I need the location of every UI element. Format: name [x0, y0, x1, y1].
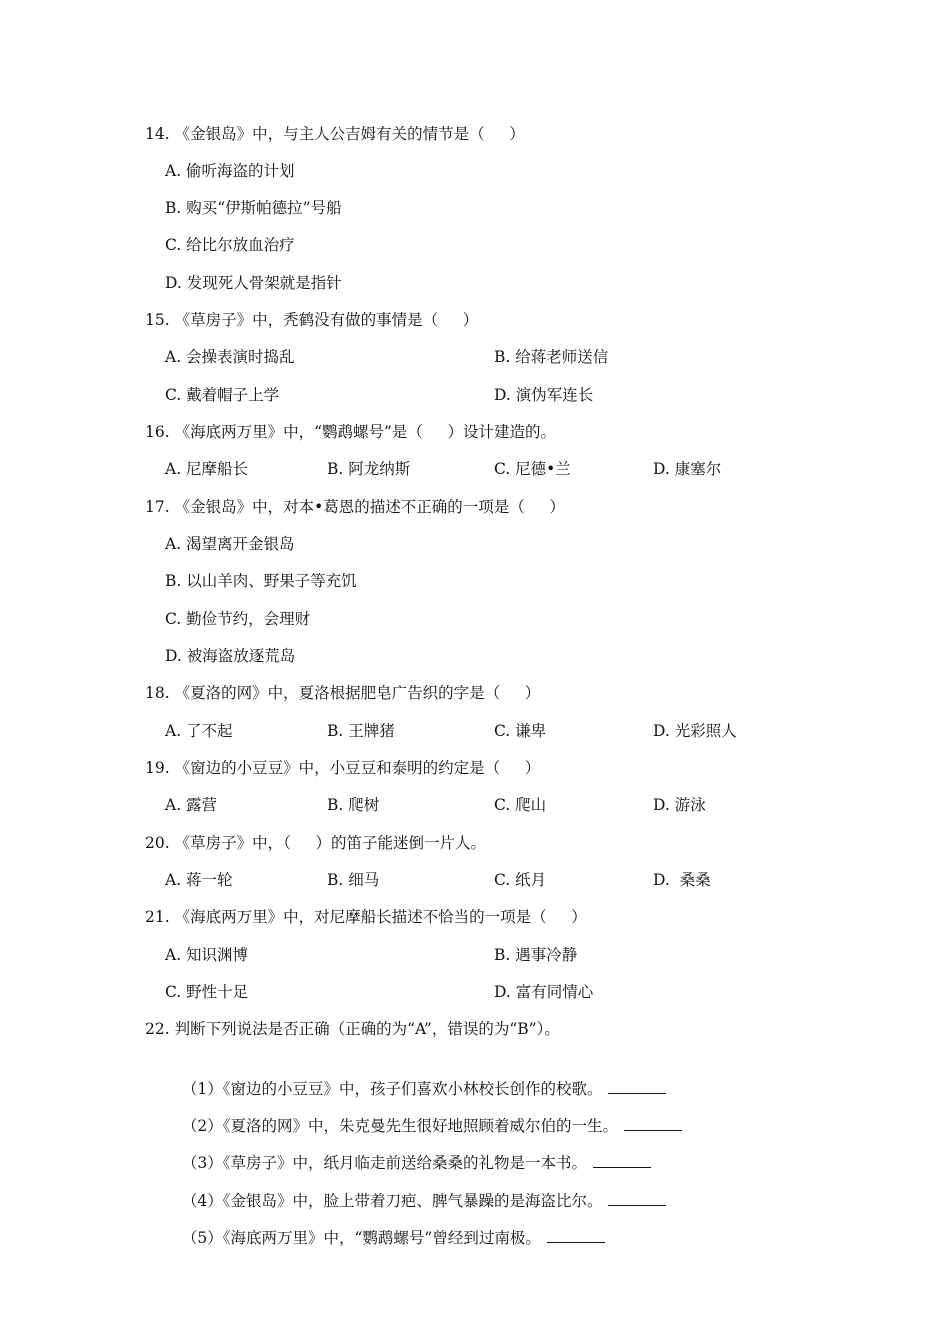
question-14-stem: 14. 《金银岛》中，与主人公吉姆有关的情节是（ ） — [145, 125, 525, 143]
question-19-option-a: A. 露营 — [165, 796, 218, 814]
question-18-option-a: A. 了不起 — [165, 722, 233, 740]
question-22-stem: 22. 判断下列说法是否正确（正确的为“A”，错误的为“B”）。 — [145, 1020, 560, 1038]
judgement-item-text: （3）《草房子》中，纸月临走前送给桑桑的礼物是一本书。 — [181, 1154, 587, 1172]
question-17-option-b: B. 以山羊肉、野果子等充饥 — [165, 572, 357, 590]
question-16-option-c: C. 尼德•兰 — [494, 460, 571, 478]
question-17-option-c: C. 勤俭节约，会理财 — [165, 610, 311, 628]
answer-blank[interactable] — [593, 1151, 651, 1168]
question-16-option-b: B. 阿龙纳斯 — [327, 460, 411, 478]
question-17-option-a: A. 渴望离开金银岛 — [165, 535, 295, 553]
question-20-stem: 20. 《草房子》中，（ ）的笛子能迷倒一片人。 — [145, 834, 486, 852]
question-18-option-c: C. 谦卑 — [494, 722, 547, 740]
question-20-option-c: C. 纸月 — [494, 871, 547, 889]
question-14-option-b: B. 购买“伊斯帕德拉”号船 — [165, 199, 342, 217]
question-15-option-a: A. 会操表演时捣乱 — [165, 348, 295, 366]
judgement-item-text: （1）《窗边的小豆豆》中，孩子们喜欢小林校长创作的校歌。 — [181, 1080, 603, 1098]
judgement-item — [172, 1169, 666, 1211]
question-21-option-c: C. 野性十足 — [165, 983, 249, 1001]
question-15-stem: 15. 《草房子》中，秃鹤没有做的事情是（ ） — [145, 311, 479, 329]
question-15-option-c: C. 戴着帽子上学 — [165, 386, 280, 404]
question-15-option-b: B. 给蒋老师送信 — [494, 348, 609, 366]
question-19-option-b: B. 爬树 — [327, 796, 380, 814]
question-18-option-d: D. 光彩照人 — [653, 722, 737, 740]
answer-blank[interactable] — [624, 1114, 682, 1131]
question-14-option-c: C. 给比尔放血治疗 — [165, 236, 295, 254]
question-20-option-a: A. 蒋一轮 — [165, 871, 233, 889]
question-15-option-d: D. 演伪军连长 — [494, 386, 594, 404]
answer-blank[interactable] — [608, 1189, 666, 1206]
question-18-option-b: B. 王牌猪 — [327, 722, 395, 740]
question-14-option-d: D. 发现死人骨架就是指针 — [165, 274, 342, 292]
judgement-item — [172, 1131, 651, 1173]
question-20-option-b: B. 细马 — [327, 871, 380, 889]
question-19-stem: 19. 《窗边的小豆豆》中，小豆豆和泰明的约定是（ ） — [145, 759, 541, 777]
judgement-item — [172, 1206, 605, 1248]
judgement-item — [172, 1094, 682, 1136]
question-19-option-d: D. 游泳 — [653, 796, 706, 814]
judgement-item-text: （2）《夏洛的网》中，朱克曼先生很好地照顾着威尔伯的一生。 — [181, 1117, 618, 1135]
question-20-option-d: D. 桑桑 — [653, 871, 711, 889]
judgement-item-text: （4）《金银岛》中，脸上带着刀疤、脾气暴躁的是海盗比尔。 — [181, 1192, 603, 1210]
question-14-option-a: A. 偷听海盗的计划 — [165, 162, 295, 180]
judgement-item-text: （5）《海底两万里》中，“鹦鹉螺号”曾经到过南极。 — [181, 1229, 541, 1247]
question-16-stem: 16. 《海底两万里》中，“鹦鹉螺号”是（ ）设计建造的。 — [145, 423, 557, 441]
question-21-stem: 21. 《海底两万里》中，对尼摩船长描述不恰当的一项是（ ） — [145, 908, 587, 926]
judgement-item — [172, 1057, 666, 1099]
question-16-option-a: A. 尼摩船长 — [165, 460, 249, 478]
question-21-option-a: A. 知识渊博 — [165, 946, 249, 964]
answer-blank[interactable] — [547, 1226, 605, 1243]
question-17-option-d: D. 被海盗放逐荒岛 — [165, 647, 296, 665]
question-17-stem: 17. 《金银岛》中，对本•葛恩的描述不正确的一项是（ ） — [145, 498, 565, 516]
question-21-option-b: B. 遇事冷静 — [494, 946, 578, 964]
answer-blank[interactable] — [608, 1077, 666, 1094]
question-16-option-d: D. 康塞尔 — [653, 460, 722, 478]
question-19-option-c: C. 爬山 — [494, 796, 547, 814]
question-18-stem: 18. 《夏洛的网》中，夏洛根据肥皂广告织的字是（ ） — [145, 684, 541, 702]
question-21-option-d: D. 富有同情心 — [494, 983, 594, 1001]
